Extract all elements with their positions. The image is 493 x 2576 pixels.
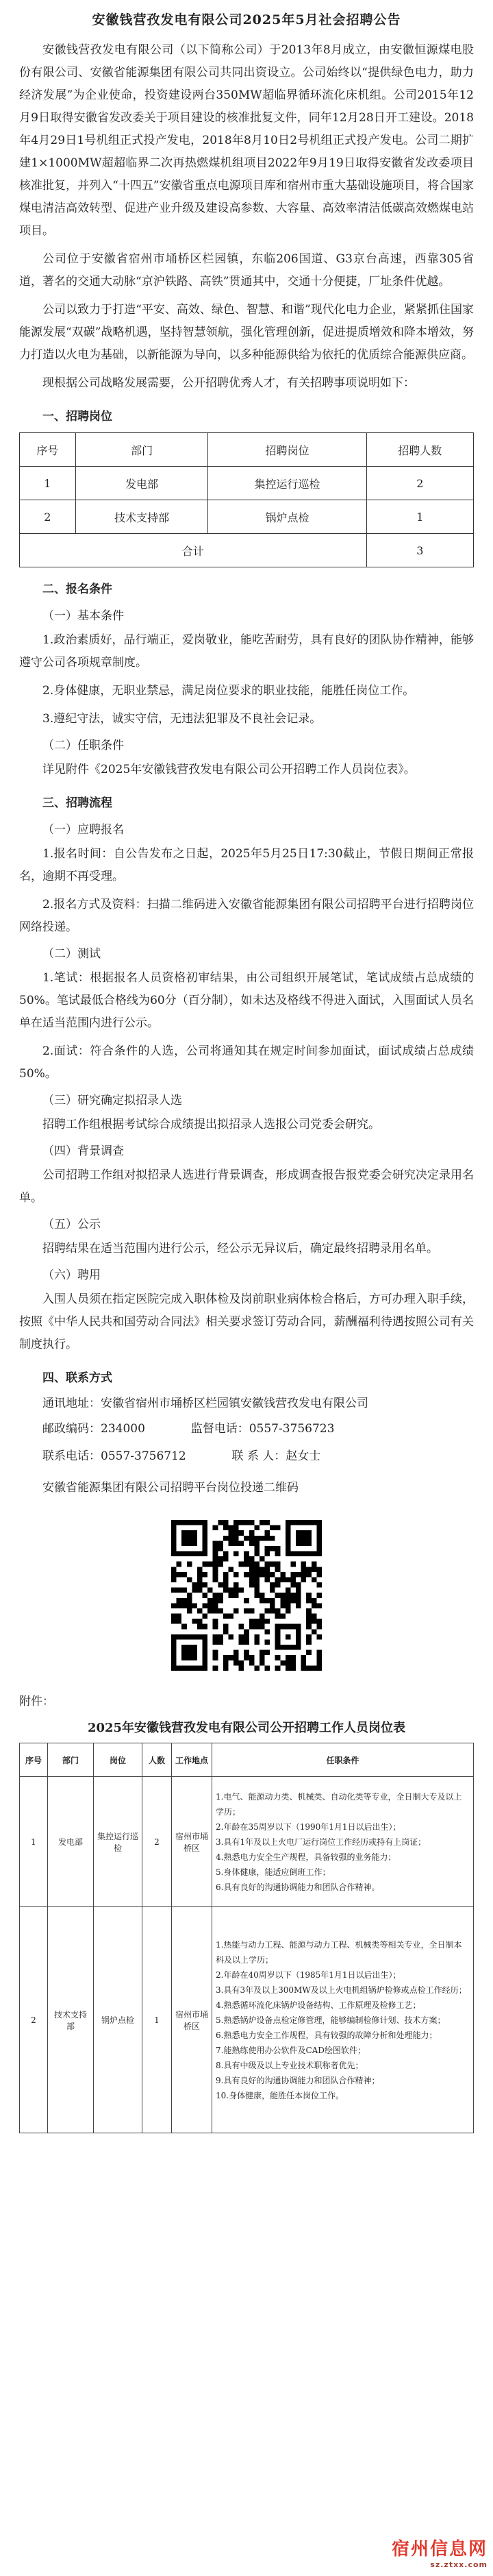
table-header-cell: 人数	[142, 1743, 172, 1777]
table-header-cell: 部门	[75, 433, 208, 467]
requirement-line: 1.热能与动力工程、能源与动力工程、机械类等相关专业，全日制本科及以上学历；	[216, 1939, 462, 1965]
postcode-label: 邮政编码：	[42, 1422, 101, 1436]
requirements-cell	[212, 1777, 474, 1907]
table-header-row	[20, 433, 474, 467]
process-item: 2.报名方式及资料：扫描二维码进入安徽省能源集团有限公司招聘平台进行招聘岗位网络投递。	[19, 898, 474, 934]
phone-label: 联系电话：	[42, 1449, 101, 1463]
requirement-line: 2.年龄在40周岁以下（1985年1月1日以后出生）；	[216, 1970, 401, 1980]
subsection-heading: （四）背景调查	[42, 1144, 124, 1158]
subsection-heading: （六）聘用	[42, 1268, 101, 1282]
section-heading: 四、联系方式	[42, 1371, 112, 1385]
watermark-main: 宿州信息网	[391, 2539, 488, 2560]
requirements-cell	[212, 1907, 474, 2133]
process-text: 入围人员须在指定医院完成入职体检及岗前职业病体检合格后，方可办理入职手续，按照《中华人民共和国劳动合同法》相关要求签订劳动合同，薪酬福利待遇按照公司有关制度执行。	[19, 1292, 474, 1351]
table-cell: 集控运行巡检	[94, 1777, 142, 1907]
table-row	[20, 1777, 474, 1907]
intro-paragraph: 安徽钱营孜发电有限公司（以下简称公司）于2013年8月成立，由安徽恒源煤电股份有限公司、安徽省能源集团有限公司共同出资设立。公司始终以“提供绿色电力，助力经济发展”为企业使命，投资建设两台350MW超临界循环流化床机组。公司2015年12月9日取得安徽省发改委关于项目建设的核准批复文件，同年12月28日开工建设。2018年4月29日1号机组正式投产发电，2018年8月10日2号机组正式投产发电。公司二期扩建1×1000MW超超临界二次再热燃煤机组项目2022年9月19日取得安徽省发改委项目核准批复，并列入“十四五”安徽省重点电源项目库和宿州市重大基础设施项目，将合国家煤电清洁高效转型、促进产业升级及建设高参数、大容量、高效率清洁低碳高效燃煤电站项目。	[19, 43, 474, 238]
table-cell: 锅炉点检	[94, 1907, 142, 2133]
condition-text: 详见附件《2025年安徽钱营孜发电有限公司公开招聘工作人员岗位表》。	[42, 763, 416, 776]
table-header-cell: 部门	[48, 1743, 94, 1777]
supervision-phone-value: 0557-3756723	[249, 1422, 335, 1436]
contact-line-2	[19, 1443, 474, 1470]
table-cell: 2	[20, 1907, 48, 2133]
requirement-line: 2.年龄在35周岁以下（1990年1月1日以后出生）；	[216, 1821, 401, 1832]
requirement-line: 6.熟悉电力安全工作规程，具有较强的故障分析和处理能力；	[216, 2030, 438, 2040]
appendix-title: 2025年安徽钱营孜发电有限公司公开招聘工作人员岗位表	[87, 1721, 406, 1735]
requirement-line: 3.具有1年及以上火电厂运行岗位工作经历或持有上岗证；	[216, 1837, 427, 1847]
contact-line-1	[19, 1415, 474, 1443]
table-row	[20, 500, 474, 534]
table-cell: 技术支持部	[75, 500, 208, 534]
appendix-table	[19, 1743, 474, 2133]
requirement-line: 3.具有3年及以上300MW及以上火电机组锅炉检修或点检工作经历；	[216, 1985, 467, 1995]
table-cell: 2	[20, 500, 76, 534]
total-value-cell: 3	[366, 534, 473, 567]
supervision-phone-label: 监督电话：	[190, 1422, 249, 1436]
requirement-line: 4.熟悉循环流化床锅炉设备结构、工作原理及检修工艺；	[216, 2000, 421, 2010]
table-cell: 1	[20, 467, 76, 500]
requirement-line: 7.能熟练使用办公软件及CAD绘图软件；	[216, 2045, 366, 2055]
table-cell: 2	[366, 467, 473, 500]
requirement-line: 8.具有中级及以上专业技术职称者优先；	[216, 2060, 364, 2070]
process-text: 公司招聘工作组对拟招录人选进行背景调查，形成调查报告报党委会研究决定录用名单。	[19, 1168, 474, 1205]
table-header-cell: 招聘人数	[366, 433, 473, 467]
requirement-line: 1.电气、能源动力类、机械类、自动化类等专业，全日制大专及以上学历；	[216, 1791, 462, 1817]
intro-paragraph: 公司位于安徽省宿州市埇桥区栏园镇，东临206国道、G3京台高速，西靠305省道，著名的交通大动脉“京沪铁路、高铁”贯通其中，交通十分便捷，厂址条件优越。	[19, 252, 474, 289]
qr-caption: 安徽省能源集团有限公司招聘平台岗位投递二维码	[42, 1481, 299, 1495]
qr-code-graphic	[171, 1520, 322, 1671]
process-text: 招聘工作组根据考试综合成绩提出拟招录人选报公司党委会研究。	[42, 1118, 380, 1131]
table-row	[20, 467, 474, 500]
requirement-line: 4.熟悉电力安全生产规程，具备较强的业务能力；	[216, 1852, 396, 1862]
table-header-cell: 任职条件	[212, 1743, 474, 1777]
table-cell: 锅炉点检	[208, 500, 366, 534]
phone-value: 0557-3756712	[101, 1449, 186, 1463]
condition-item: 3.遵纪守法，诚实守信，无违法犯罪及不良社会记录。	[42, 712, 322, 726]
table-cell: 技术支持部	[48, 1907, 94, 2133]
subsection-heading: （五）公示	[42, 1218, 101, 1231]
table-total-row	[20, 534, 474, 567]
subsection-heading: （一）基本条件	[42, 609, 124, 623]
process-text: 招聘结果在适当范围内进行公示，经公示无异议后，确定最终招聘录用名单。	[42, 1242, 438, 1255]
requirement-line: 9.具有良好的沟通协调能力和团队合作精神；	[216, 2075, 380, 2085]
contact-person-label: 联 系 人：	[231, 1449, 286, 1463]
page-title: 安徽钱营孜发电有限公司2025年5月社会招聘公告	[92, 12, 401, 27]
table-cell: 1	[20, 1777, 48, 1907]
intro-paragraph: 现根据公司战略发展需要，公开招聘优秀人才，有关招聘事项说明如下：	[42, 376, 415, 390]
table-row	[20, 1907, 474, 2133]
total-label-cell: 合计	[20, 534, 367, 567]
table-header-row	[20, 1743, 474, 1777]
section-heading: 三、招聘流程	[42, 796, 112, 810]
postcode-value: 234000	[101, 1422, 145, 1436]
table-cell: 宿州市埇桥区	[172, 1777, 212, 1907]
table-cell: 发电部	[48, 1777, 94, 1907]
process-item: 1.报名时间：自公告发布之日起，2025年5月25日17:30截止，节假日期间正常报名，逾期不再受理。	[19, 847, 474, 883]
table-header-cell: 招聘岗位	[208, 433, 366, 467]
section-heading: 二、报名条件	[42, 582, 112, 596]
subsection-heading: （三）研究确定拟招录人选	[42, 1094, 182, 1107]
table-cell: 宿州市埇桥区	[172, 1907, 212, 2133]
contact-address: 通讯地址：安徽省宿州市埇桥区栏园镇安徽钱营孜发电有限公司	[42, 1397, 368, 1410]
watermark-sub: sz.ztxx.com	[430, 2560, 488, 2569]
requirement-line: 5.身体健康，能适应倒班工作；	[216, 1867, 331, 1877]
site-watermark	[392, 2535, 488, 2569]
condition-item: 2.身体健康，无职业禁忌，满足岗位要求的职业技能，能胜任岗位工作。	[42, 684, 415, 698]
table-header-cell: 岗位	[94, 1743, 142, 1777]
condition-item: 1.政治素质好，品行端正，爱岗敬业，能吃苦耐劳，具有良好的团队协作精神，能够遵守公司各项规章制度。	[19, 633, 474, 670]
section-heading: 一、招聘岗位	[42, 410, 112, 424]
subsection-heading: （二）任职条件	[42, 739, 124, 752]
table-cell: 发电部	[75, 467, 208, 500]
table-header-cell: 序号	[20, 433, 76, 467]
requirement-line: 5.熟悉锅炉设备点检定修管理，能够编制检修计划、技术方案；	[216, 2015, 446, 2025]
qr-code-icon[interactable]	[171, 1520, 322, 1671]
subsection-heading: （一）应聘报名	[42, 823, 124, 837]
appendix-label: 附件：	[19, 1695, 54, 1708]
requirement-line: 10.身体健康，能胜任本岗位工作。	[216, 2090, 344, 2100]
requirement-line: 6.具有良好的沟通协调能力和团队合作精神。	[216, 1882, 380, 1892]
process-item: 1.笔试：根据报名人员资格初审结果，由公司组织开展笔试，笔试成绩占总成绩的50%。笔试最低合格线为60分（百分制），如未达及格线不得进入面试，入围面试人员名单在适当范围内进行公示。	[19, 971, 474, 1030]
table-cell: 集控运行巡检	[208, 467, 366, 500]
table-header-cell: 工作地点	[172, 1743, 212, 1777]
table-cell: 1	[142, 1907, 172, 2133]
table-header-cell: 序号	[20, 1743, 48, 1777]
intro-paragraph: 公司以致力于打造“平安、高效、绿色、智慧、和谐”现代化电力企业，紧紧抓住国家能源发展“双碳”战略机遇，坚持智慧领航，强化管理创新，促进提质增效和降本增效，努力打造以火电为基础，以新能源为导向，以多种能源供给为依托的优质综合能源供应商。	[19, 303, 474, 362]
contact-person-value: 赵女士	[286, 1449, 321, 1463]
positions-table	[19, 432, 474, 567]
table-cell: 1	[366, 500, 473, 534]
subsection-heading: （二）测试	[42, 947, 101, 961]
table-cell: 2	[142, 1777, 172, 1907]
process-item: 2.面试：符合条件的人选，公司将通知其在规定时间参加面试，面试成绩占总成绩50%。	[19, 1044, 474, 1081]
